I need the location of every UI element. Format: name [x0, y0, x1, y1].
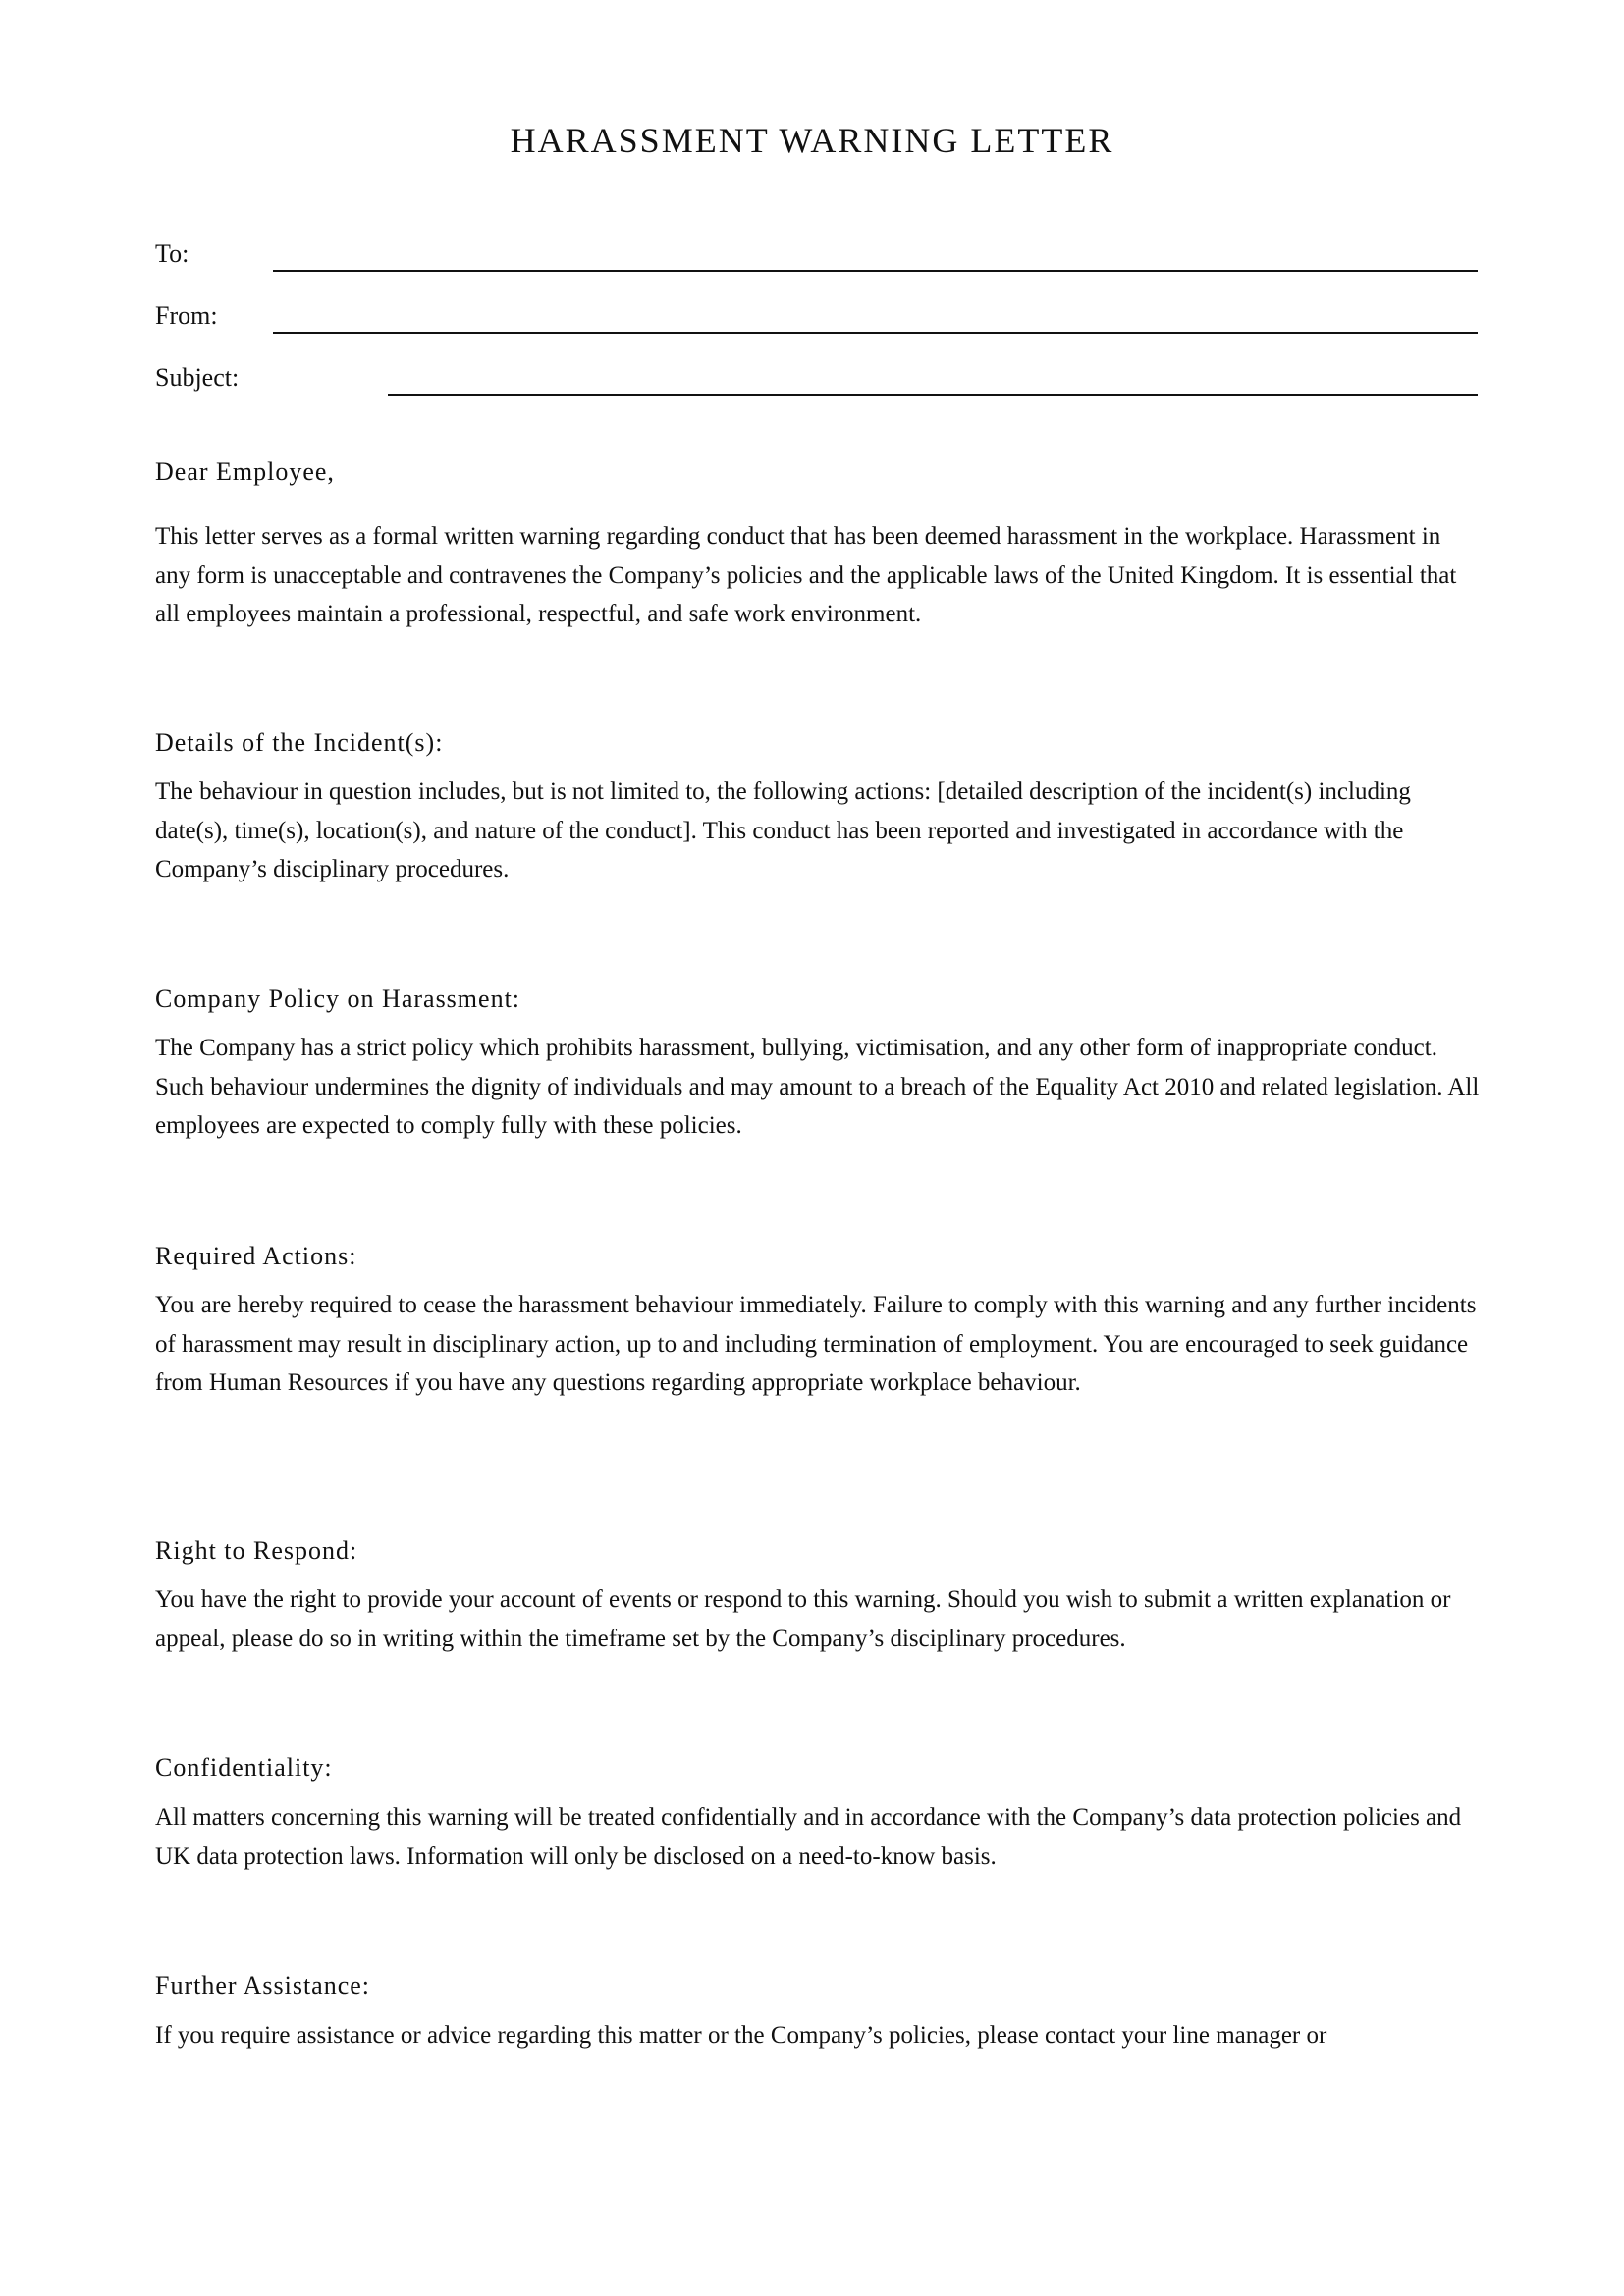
- from-label: From:: [155, 301, 218, 330]
- section-body-confidentiality: All matters concerning this warning will be treated confidentially and in accordance with the Company’s data protection policies and UK data protection laws. Information will only be disclosed on a need-to-know basis.: [155, 1804, 1462, 1870]
- to-field-line[interactable]: [273, 270, 1478, 272]
- section-body-right-to-respond: You have the right to provide your account of events or respond to this warning. Should you wish to submit a written explanation or appeal, please do so in writing within the timeframe set by the Company’s disciplinary procedures.: [155, 1586, 1451, 1652]
- section-heading-confidentiality: Confidentiality:: [155, 1753, 333, 1782]
- section-heading-right-to-respond: Right to Respond:: [155, 1536, 358, 1565]
- section-body-required-actions: You are hereby required to cease the harassment behaviour immediately. Failure to comply with this warning and any further incidents of harassment may result in disciplinary action, up to and including termination of employment. You are encouraged to seek guidance from Human Resources if you have any questions regarding appropriate workplace behaviour.: [155, 1292, 1477, 1396]
- from-field-line[interactable]: [273, 332, 1478, 334]
- section-heading-required-actions: Required Actions:: [155, 1242, 357, 1270]
- section-body-policy: The Company has a strict policy which prohibits harassment, bullying, victimisation, and any other form of inappropriate conduct. Such behaviour undermines the dignity of individuals and may amount to a breach of the Equality Act 2010 and related legislation. All employees are expected to comply fully with these policies.: [155, 1035, 1480, 1139]
- section-heading-incidents: Details of the Incident(s):: [155, 728, 444, 757]
- section-body-incidents: The behaviour in question includes, but is not limited to, the following actions: [detailed description of the incident(s) including date(s), time(s), location(s), and nature of the conduct]. This conduct has been reported and investigated in accordance with the Company’s disciplinary procedures.: [155, 778, 1411, 882]
- section-heading-policy: Company Policy on Harassment:: [155, 985, 521, 1013]
- to-label: To:: [155, 240, 189, 268]
- section-heading-further-assistance: Further Assistance:: [155, 1971, 371, 2000]
- section-body-further-assistance: If you require assistance or advice regarding this matter or the Company’s policies, please contact your line manager or: [155, 2022, 1327, 2049]
- subject-field-line[interactable]: [388, 394, 1478, 396]
- document-title: HARASSMENT WARNING LETTER: [510, 121, 1114, 160]
- intro-paragraph: This letter serves as a formal written warning regarding conduct that has been deemed harassment in the workplace. Harassment in any form is unacceptable and contravenes the Company’s policies and the applicable laws of the United Kingdom. It is essential that all employees maintain a professional, respectful, and safe work environment.: [155, 523, 1457, 627]
- subject-label: Subject:: [155, 363, 240, 392]
- salutation: Dear Employee,: [155, 457, 335, 486]
